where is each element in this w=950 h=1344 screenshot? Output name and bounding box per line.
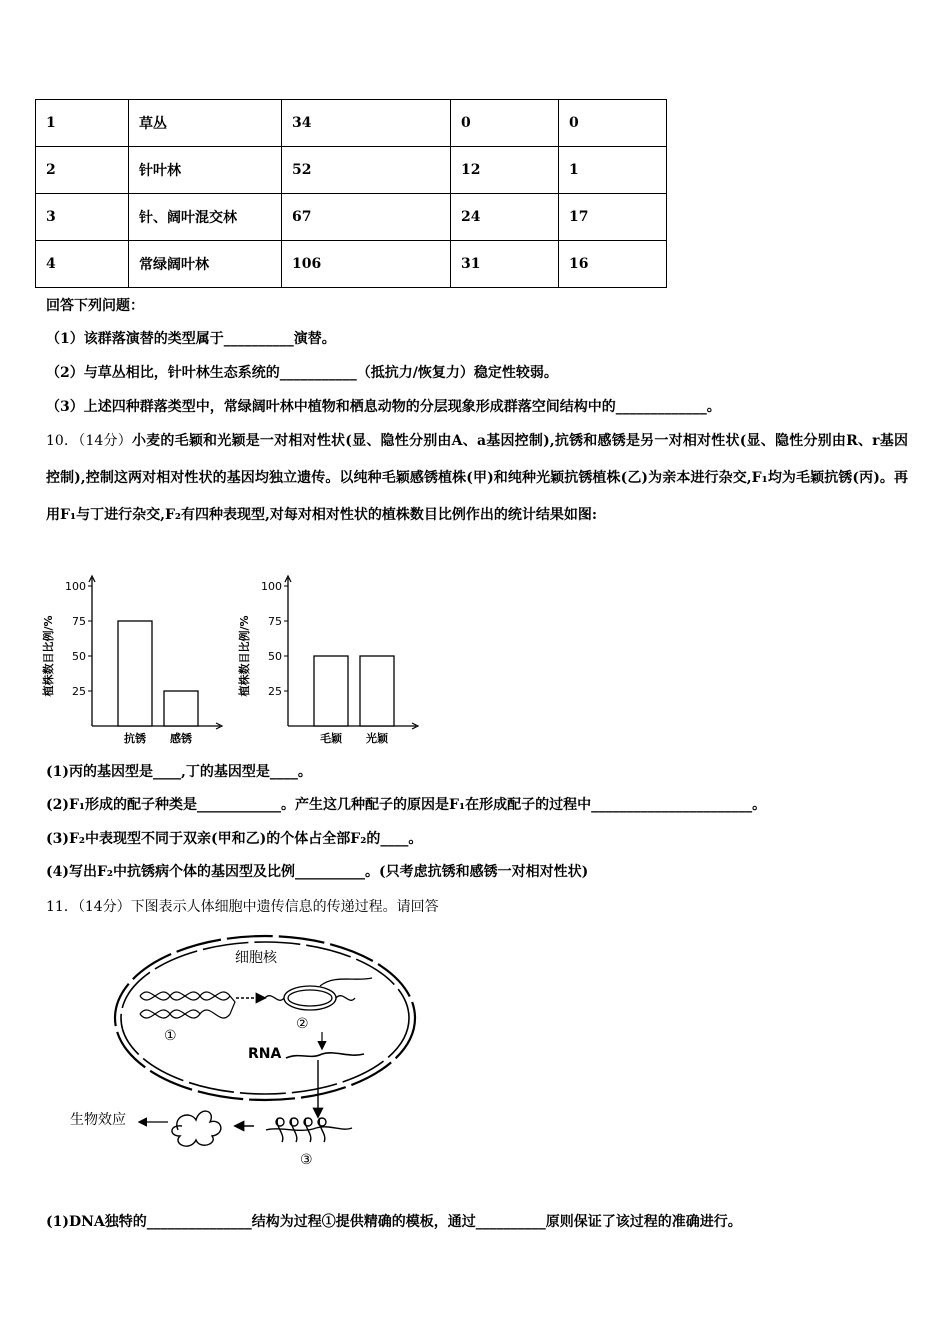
y-tick-label: 75 [268, 615, 282, 628]
biological-effect-label: 生物效应 [70, 1112, 126, 1128]
table-row [36, 100, 667, 147]
survey-table [35, 99, 667, 288]
q9-sub1: （1）该群落演替的类型属于__________演替。 [46, 331, 336, 347]
table-cell: 16 [559, 241, 667, 288]
q11-stem: 下图表示人体细胞中遗传信息的传递过程。请回答 [130, 899, 439, 915]
table-cell: 2 [36, 147, 129, 194]
y-tick-label: 50 [268, 650, 282, 663]
x-tick-label: 光颖 [366, 732, 388, 745]
table-cell: 3 [36, 194, 129, 241]
y-tick-label: 100 [65, 580, 86, 593]
table-cell: 12 [451, 147, 559, 194]
rna-strand [286, 1053, 364, 1058]
y-tick-label: 75 [72, 615, 86, 628]
bar-毛颖 [314, 656, 348, 726]
table-cell: 106 [282, 241, 451, 288]
q10-stem: 小麦的毛颖和光颖是一对相对性状(显、隐性分别由A、a基因控制),抗锈和感锈是另一对相对性状(显、隐性分别由R、r基因控制),控制这两对相对性状的基因均独立遗传。以纯种毛颖感锈植株(甲)和纯种光颖抗锈植株(乙)为亲本进行杂交,F₁均为毛颖抗锈(丙)。再用F₁与丁进行杂交,F₂有四种表现型,对每对相对性状的植株数目比例作出的统计结果如图: [46, 433, 908, 523]
table-row [36, 147, 667, 194]
q10-sub1: (1)丙的基因型是____,丁的基因型是____。 [46, 764, 312, 780]
table-cell: 34 [282, 100, 451, 147]
bar-抗锈 [118, 621, 152, 726]
table-cell: 0 [451, 100, 559, 147]
q10-sub2: (2)F₁形成的配子种类是____________。产生这几种配子的原因是F₁在形成配子的过程中_______________________。 [46, 797, 767, 813]
y-tick-label: 100 [261, 580, 282, 593]
chart-rust-resistance [40, 570, 230, 752]
table-cell: 针、阔叶混交林 [129, 194, 282, 241]
y-tick-label: 25 [72, 685, 86, 698]
translation-ribosomes-icon [266, 1118, 352, 1142]
x-tick-label: 毛颖 [320, 732, 342, 745]
table-cell: 24 [451, 194, 559, 241]
q10-sub4: (4)写出F₂中抗锈病个体的基因型及比例__________。(只考虑抗锈和感锈一对相对性状) [46, 864, 589, 880]
table-row [36, 194, 667, 241]
table-cell: 67 [282, 194, 451, 241]
q10-sub3: (3)F₂中表现型不同于双亲(甲和乙)的个体占全部F₂的____。 [46, 831, 423, 847]
bar-感锈 [164, 691, 198, 726]
y-tick-label: 50 [72, 650, 86, 663]
table-cell: 52 [282, 147, 451, 194]
table-cell: 1 [36, 100, 129, 147]
table-row [36, 241, 667, 288]
chart-glume-type [236, 570, 426, 752]
q9-intro: 回答下列问题： [46, 298, 144, 314]
folded-protein-icon [172, 1111, 221, 1146]
q11-sub1: (1)DNA独特的_______________结构为过程①提供精确的模板，通过__________原则保证了该过程的准确进行。 [46, 1214, 742, 1230]
q9-sub2: （2）与草丛相比，针叶林生态系统的___________（抵抗力/恢复力）稳定性较弱。 [46, 365, 558, 381]
bar-光颖 [360, 656, 394, 726]
step-1-label: ① [164, 1028, 177, 1044]
table-cell: 31 [451, 241, 559, 288]
y-axis-label: 植株数目比例/% [42, 615, 55, 697]
table-cell: 0 [559, 100, 667, 147]
table-cell: 17 [559, 194, 667, 241]
table-cell: 1 [559, 147, 667, 194]
y-axis-label: 植株数目比例/% [238, 615, 251, 697]
table-cell: 4 [36, 241, 129, 288]
rna-label: RNA [248, 1046, 282, 1062]
q11-number: 11．（14分） [46, 899, 131, 915]
q10-stem-paragraph [46, 423, 908, 534]
table-cell: 草丛 [129, 100, 282, 147]
transcription-icon [265, 978, 372, 1010]
y-tick-label: 25 [268, 685, 282, 698]
x-tick-label: 感锈 [170, 732, 192, 745]
x-tick-label: 抗锈 [124, 732, 146, 745]
nucleus-label: 细胞核 [235, 950, 277, 966]
gene-expression-diagram [60, 930, 480, 1170]
dna-replication-icon [140, 992, 235, 1018]
step-2-label: ② [296, 1016, 309, 1032]
q9-sub3: （3）上述四种群落类型中，常绿阔叶林中植物和栖息动物的分层现象形成群落空间结构中的_____________。 [46, 399, 721, 415]
table-cell: 针叶林 [129, 147, 282, 194]
q10-number: 10．（14分） [46, 433, 132, 449]
q11-stem-line [46, 897, 439, 917]
step-3-label: ③ [300, 1152, 313, 1168]
table-cell: 常绿阔叶林 [129, 241, 282, 288]
